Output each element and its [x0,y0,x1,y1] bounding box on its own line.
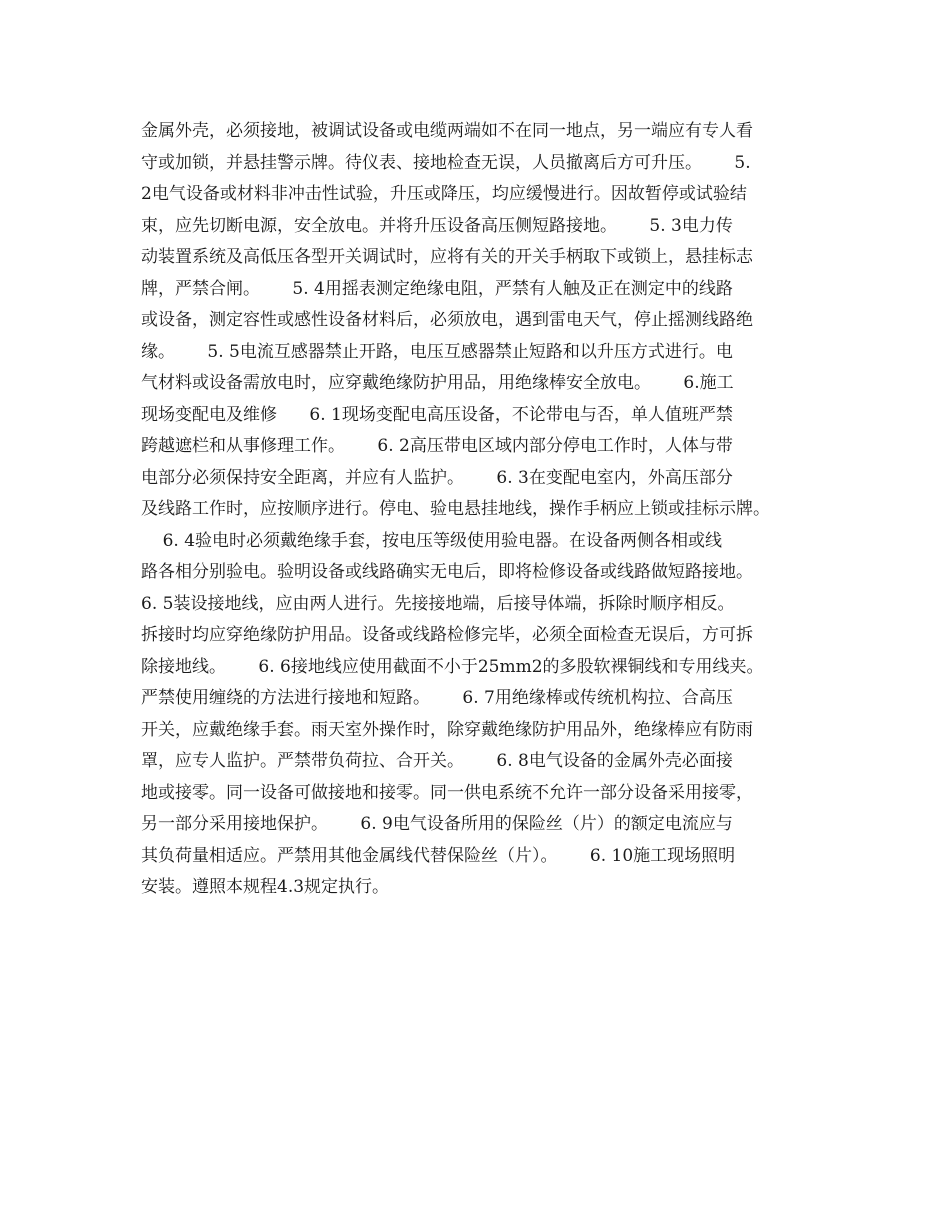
document-body [141,116,821,904]
text-line: 气材料或设备需放电时，应穿戴绝缘防护用品，用绝缘棒安全放电。 6.施工 [141,373,734,393]
text-line: 跨越遮栏和从事修理工作。 6. 2高压带电区域内部分停电工作时，人体与带 [141,436,733,456]
text-line: 拆接时均应穿绝缘防护用品。设备或线路检修完毕，必须全面检查无误后，方可拆 [141,625,753,645]
text-line: 守或加锁，并悬挂警示牌。待仪表、接地检查无误，人员撤离后方可升压。 5. [141,152,751,173]
text-line: 地或接零。同一设备可做接地和接零。同一供电系统不允许一部分设备采用接零， [141,782,753,803]
text-line: 6. 4验电时必须戴绝缘手套，按电压等级使用验电器。在设备两侧各相或线 [141,530,723,551]
text-line: 缘。 5. 5电流互感器禁止开路，电压互感器禁止短路和以升压方式进行。电 [141,341,733,362]
text-line: 罩，应专人监护。严禁带负荷拉、合开关。 6. 8电气设备的金属外壳必面接 [141,751,733,771]
text-line: 金属外壳，必须接地，被调试设备或电缆两端如不在同一地点，另一端应有专人看 [141,121,753,141]
text-line: 其负荷量相适应。严禁用其他金属线代替保险丝（片）。 6. 10施工现场照明 [141,845,736,866]
text-line: 或设备，测定容性或感性设备材料后，必须放电，遇到雷电天气，停止摇测线路绝 [141,310,753,330]
text-line: 路各相分别验电。验明设备或线路确实无电后，即将检修设备或线路做短路接地。 [141,562,753,582]
text-line: 除接地线。 6. 6接地线应使用截面不小于25mm2的多股软裸铜线和专用线夹。 [141,656,764,677]
text-line: 严禁使用缠绕的方法进行接地和短路。 6. 7用绝缘棒或传统机构拉、合高压 [141,688,733,708]
text-line: 6. 5装设接地线，应由两人进行。先接接地端，后接导体端，拆除时顺序相反。 [141,593,735,614]
text-line: 安装。遵照本规程4.3规定执行。 [141,877,390,897]
text-line: 电部分必须保持安全距离，并应有人监护。 6. 3在变配电室内，外高压部分 [141,467,733,488]
text-line: 及线路工作时，应按顺序进行。停电、验电悬挂地线，操作手柄应上锁或挂标示牌。 [141,499,770,519]
text-line: 束，应先切断电源，安全放电。并将升压设备高压侧短路接地。 5. 3电力传 [141,215,733,236]
text-line: 2电气设备或材料非冲击性试验，升压或降压，均应缓慢进行。因故暂停或试验结 [141,184,747,204]
text-line: 动装置系统及高低压各型开关调试时，应将有关的开关手柄取下或锁上，悬挂标志 [141,247,753,267]
text-line: 现场变配电及维修 6. 1现场变配电高压设备，不论带电与否，单人值班严禁 [141,404,733,425]
text-line: 开关，应戴绝缘手套。雨天室外操作时，除穿戴绝缘防护用品外，绝缘棒应有防雨 [141,719,753,740]
text-line: 另一部分采用接地保护。 6. 9电气设备所用的保险丝（片）的额定电流应与 [141,814,733,834]
text-line: 牌，严禁合闸。 5. 4用摇表测定绝缘电阻，严禁有人触及正在测定中的线路 [141,278,733,299]
